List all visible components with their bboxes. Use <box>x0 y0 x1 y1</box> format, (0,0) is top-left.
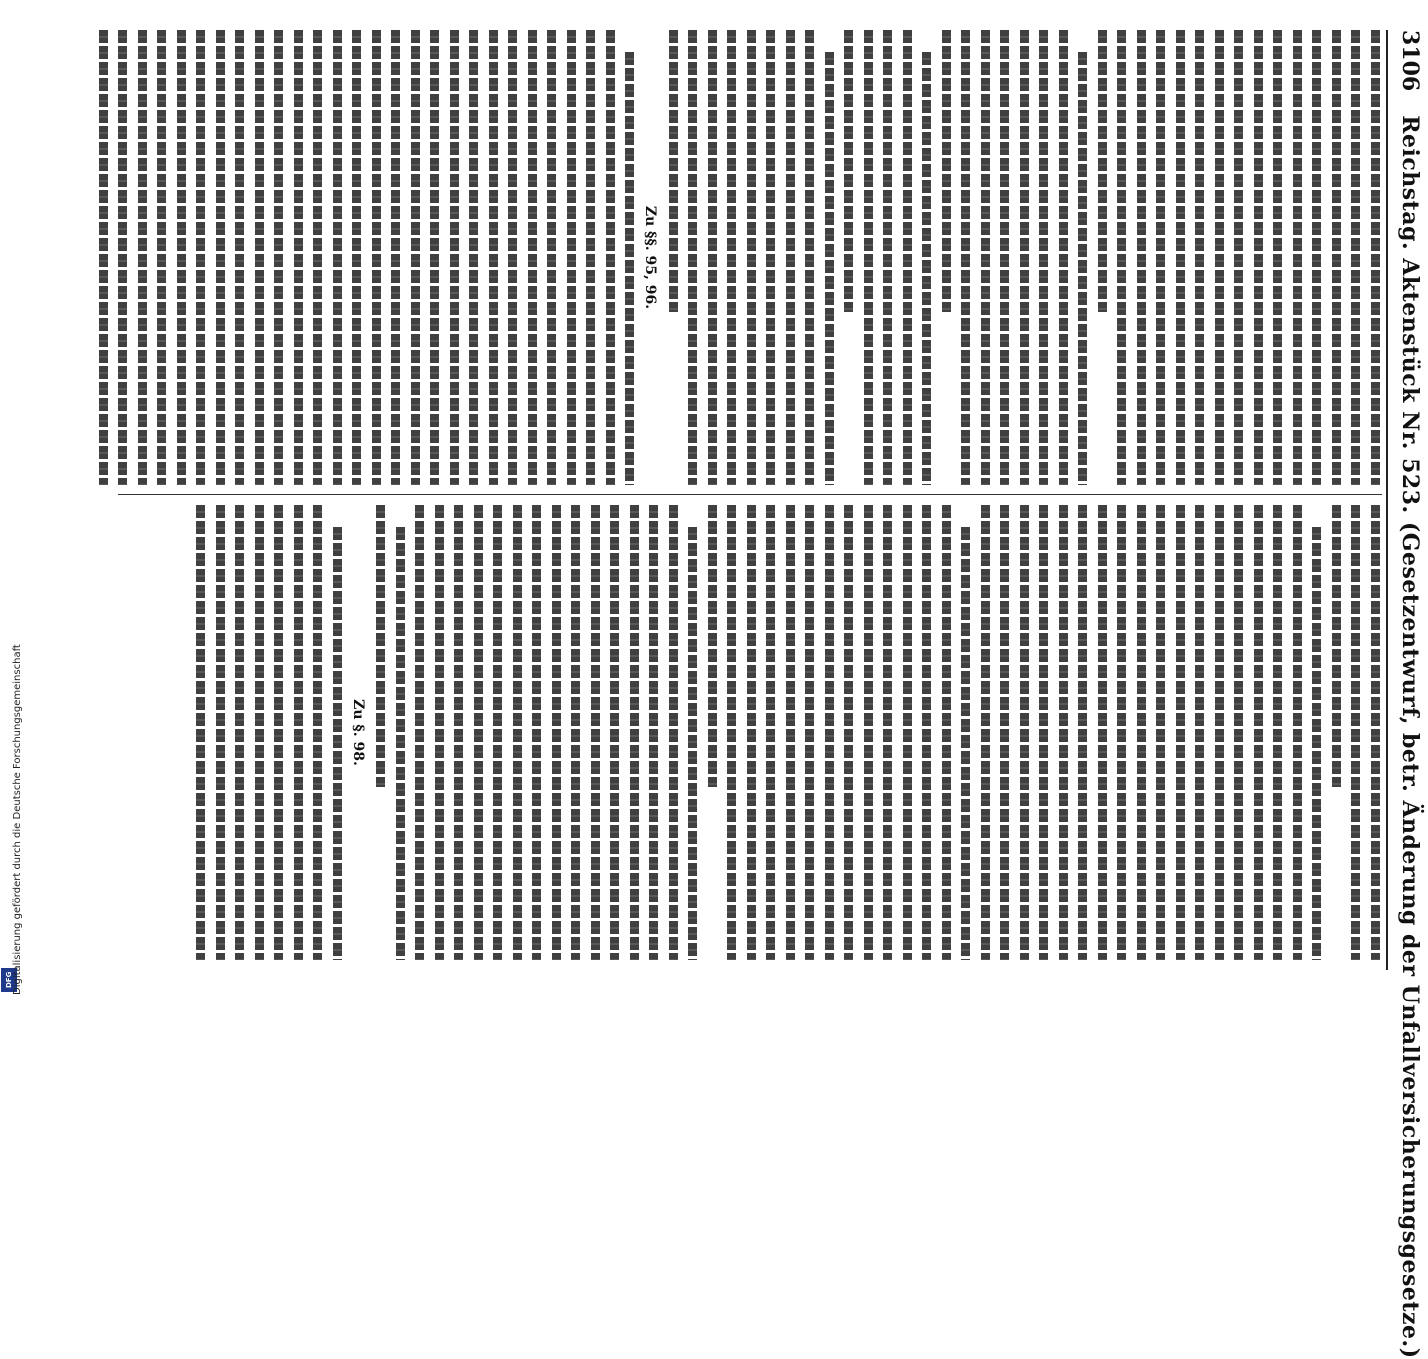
text-line <box>236 505 245 960</box>
text-line <box>416 505 425 960</box>
text-line <box>197 505 206 960</box>
right-text-column <box>118 505 1380 960</box>
text-line <box>489 30 498 485</box>
text-line <box>825 52 834 485</box>
text-line <box>372 30 381 485</box>
text-line <box>275 30 284 485</box>
text-line <box>1040 30 1049 485</box>
text-line <box>962 527 971 960</box>
text-line <box>728 30 737 485</box>
text-line <box>255 30 264 485</box>
text-line <box>294 30 303 485</box>
text-line <box>197 30 206 485</box>
text-line <box>1196 505 1205 960</box>
text-line <box>747 505 756 960</box>
text-line <box>1235 505 1244 960</box>
text-line <box>431 30 440 485</box>
section-heading: Zu §. 98. <box>350 699 366 766</box>
text-line <box>1098 30 1107 312</box>
text-line <box>1020 30 1029 485</box>
text-line <box>942 505 951 960</box>
text-line <box>981 30 990 485</box>
text-line <box>864 505 873 960</box>
text-line <box>1254 30 1263 485</box>
text-line <box>1079 505 1088 960</box>
text-line <box>591 505 600 960</box>
page-header <box>1392 30 1428 1359</box>
text-line <box>747 30 756 485</box>
text-line <box>786 505 795 960</box>
text-line <box>1001 30 1010 485</box>
text-line <box>470 30 479 485</box>
text-line <box>767 30 776 485</box>
text-line <box>1352 30 1361 485</box>
text-line <box>884 505 893 960</box>
text-line <box>1215 30 1224 485</box>
text-line <box>1313 527 1322 960</box>
text-line <box>509 30 518 485</box>
text-line <box>825 505 834 960</box>
text-line <box>903 30 912 485</box>
text-line <box>1196 30 1205 485</box>
text-line <box>1118 30 1127 485</box>
text-line <box>1332 505 1341 787</box>
text-line <box>1137 505 1146 960</box>
text-line <box>630 505 639 960</box>
text-line <box>708 505 717 787</box>
text-line <box>767 505 776 960</box>
text-line <box>333 527 342 960</box>
text-line <box>119 30 128 485</box>
text-line <box>962 30 971 485</box>
text-line <box>158 30 167 485</box>
text-line <box>786 30 795 485</box>
text-line <box>99 30 108 485</box>
text-line <box>1352 505 1361 960</box>
text-line <box>689 527 698 960</box>
running-title: Reichstag. Aktenstück Nr. 523. (Gesetzentwurf, betr. Änderung der Unfallversicherungsgesetze.) <box>1397 115 1423 1359</box>
text-line <box>708 30 717 485</box>
text-line <box>513 505 522 960</box>
text-line <box>548 30 557 485</box>
text-line <box>377 505 386 787</box>
text-line <box>528 30 537 485</box>
text-line <box>1176 505 1185 960</box>
digitization-credit <box>0 0 23 1000</box>
text-line <box>923 52 932 485</box>
text-line <box>138 30 147 485</box>
text-line <box>1274 30 1283 485</box>
text-line <box>216 30 225 485</box>
text-line <box>1098 505 1107 960</box>
text-line <box>1176 30 1185 485</box>
text-line <box>1274 505 1283 960</box>
text-line <box>611 505 620 960</box>
text-line <box>650 505 659 960</box>
text-line <box>1157 30 1166 485</box>
page-number: 3106 <box>1397 30 1423 92</box>
text-line <box>455 505 464 960</box>
text-line <box>1157 505 1166 960</box>
text-line <box>942 30 951 312</box>
text-line <box>411 30 420 485</box>
text-line <box>177 30 186 485</box>
text-line <box>806 30 815 485</box>
text-line <box>606 30 615 485</box>
text-line <box>353 30 362 485</box>
text-line <box>669 505 678 960</box>
text-line <box>314 505 323 960</box>
column-divider <box>118 494 1382 495</box>
section-heading: Zu §§. 95, 96. <box>642 205 659 310</box>
text-line <box>255 505 264 960</box>
text-line <box>314 30 323 485</box>
text-line <box>435 505 444 960</box>
text-line <box>1001 505 1010 960</box>
text-line <box>669 30 678 312</box>
text-line <box>1332 30 1341 485</box>
text-line <box>333 30 342 485</box>
text-line <box>1118 505 1127 960</box>
text-line <box>450 30 459 485</box>
text-line <box>474 505 483 960</box>
text-line <box>845 30 854 312</box>
text-line <box>1059 30 1068 485</box>
text-line <box>1040 505 1049 960</box>
text-line <box>216 505 225 960</box>
text-line <box>275 505 284 960</box>
text-line <box>1235 30 1244 485</box>
text-line <box>533 505 542 960</box>
text-line <box>845 505 854 960</box>
header-rule <box>1386 30 1388 970</box>
text-line <box>806 505 815 960</box>
text-line <box>903 505 912 960</box>
text-line <box>572 505 581 960</box>
text-line <box>1293 30 1302 485</box>
dfg-logo-icon: DFG <box>1 968 17 992</box>
text-line <box>587 30 596 485</box>
text-line <box>981 505 990 960</box>
text-line <box>1313 30 1322 485</box>
text-line <box>1079 52 1088 485</box>
text-line <box>1371 505 1380 960</box>
text-line <box>884 30 893 485</box>
text-line <box>567 30 576 485</box>
text-line <box>728 505 737 960</box>
text-line <box>1137 30 1146 485</box>
text-line <box>689 30 698 485</box>
text-line <box>294 505 303 960</box>
text-line <box>1293 505 1302 960</box>
text-line <box>236 30 245 485</box>
credit-text: Digitalisierung gefördert durch die Deutsche Forschungsgemeinschaft <box>12 644 23 995</box>
text-line <box>552 505 561 960</box>
text-line <box>626 52 635 485</box>
left-text-column <box>118 30 1380 485</box>
text-line <box>392 30 401 485</box>
text-line <box>1215 505 1224 960</box>
scanned-sheet <box>108 30 1428 1359</box>
text-line <box>396 527 405 960</box>
text-line <box>923 505 932 960</box>
text-line <box>1371 30 1380 485</box>
text-line <box>1059 505 1068 960</box>
text-line <box>864 30 873 485</box>
text-line <box>494 505 503 960</box>
text-line <box>1020 505 1029 960</box>
text-line <box>1254 505 1263 960</box>
